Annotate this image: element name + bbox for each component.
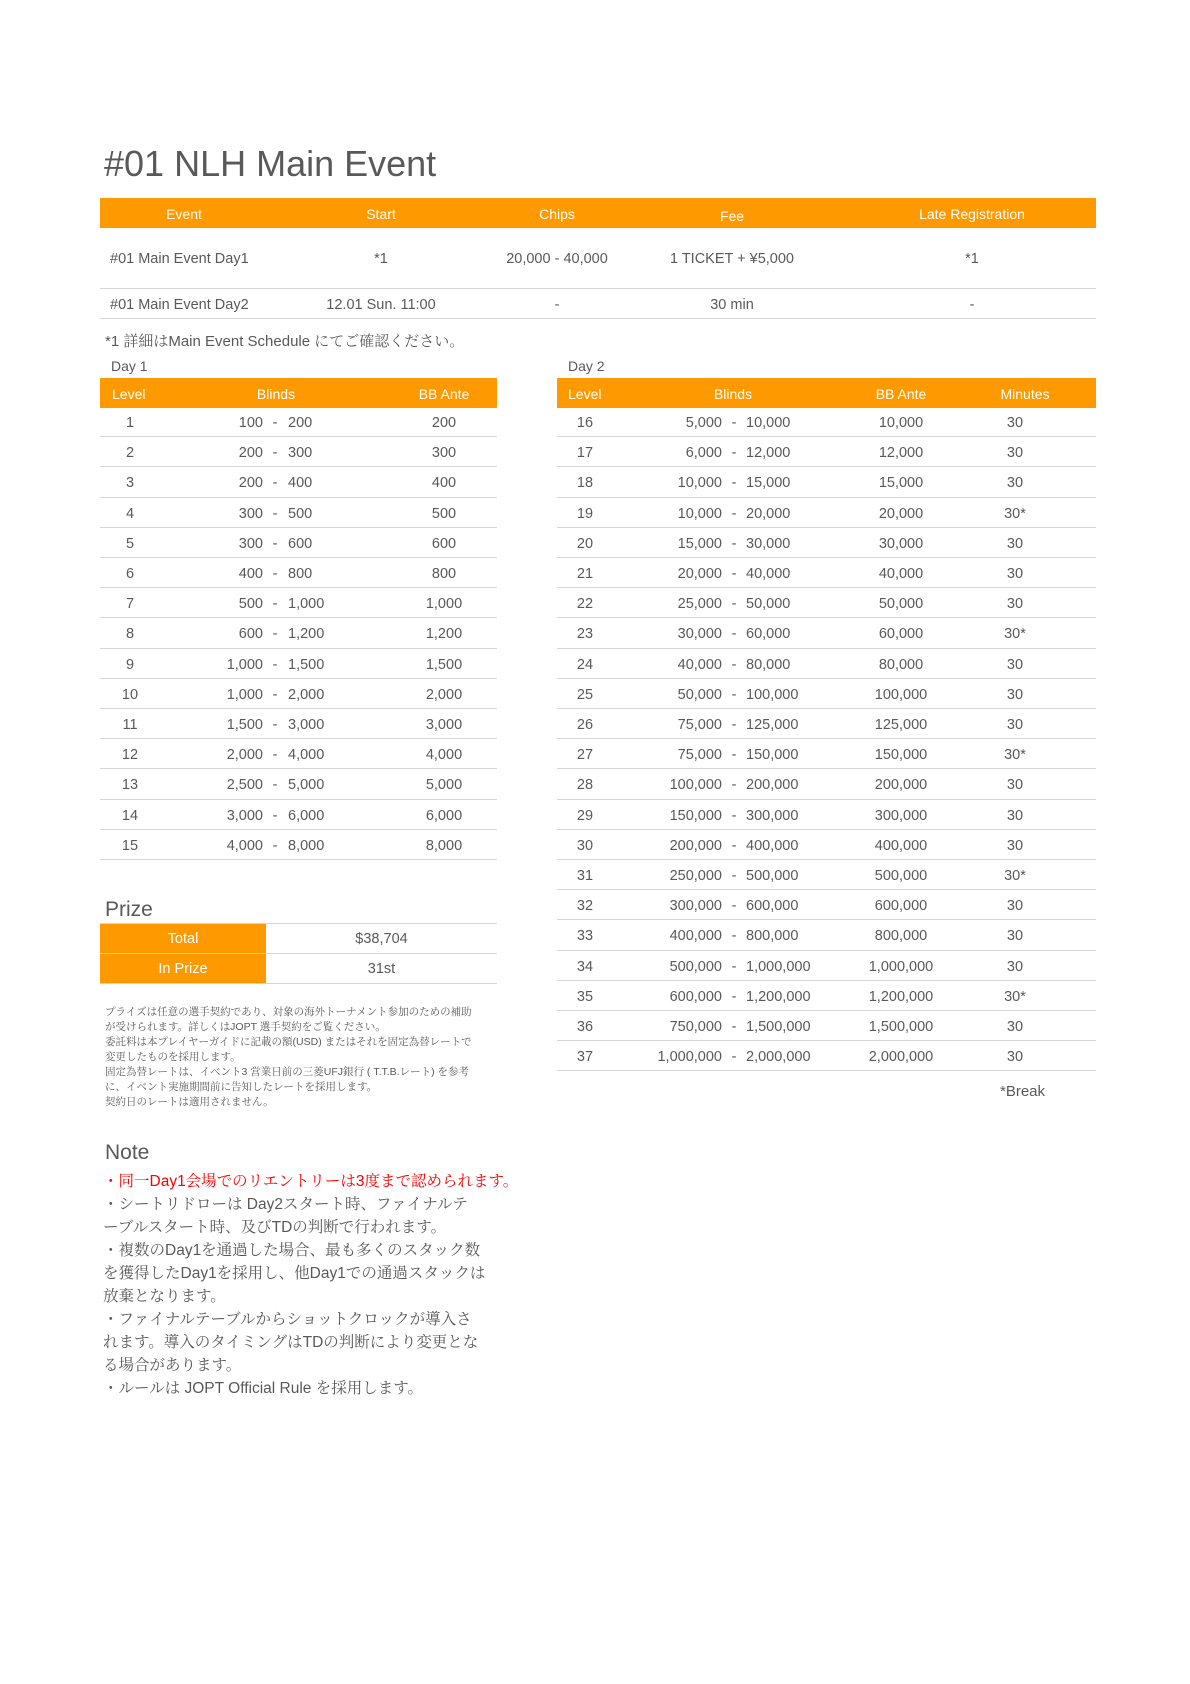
note-line: ・ファイナルテーブルからショットクロックが導入さ <box>103 1311 472 1328</box>
bb-ante-cell: 200,000 <box>874 777 928 794</box>
small-blind-cell: 600 <box>238 626 263 643</box>
level-cell: 32 <box>576 898 594 915</box>
small-blind-cell: 20,000 <box>677 566 722 582</box>
bb-ante-cell: 400,000 <box>874 837 928 854</box>
small-blind-cell: 200 <box>238 475 263 492</box>
minutes-cell: 30 <box>1006 717 1024 733</box>
minutes-cell: 30 <box>1006 777 1024 794</box>
day2-header-minutes: Minutes <box>1000 386 1050 402</box>
row-divider <box>557 829 1096 830</box>
level-cell: 9 <box>125 656 135 673</box>
level-cell: 18 <box>576 475 594 492</box>
page-title: #01 NLH Main Event <box>104 143 437 184</box>
big-blind-cell: 150,000 <box>746 747 799 764</box>
minutes-cell: 30 <box>1006 928 1024 945</box>
blinds-separator: - <box>272 777 278 794</box>
blinds-separator: - <box>731 596 737 613</box>
minutes-cell: 30 <box>1006 415 1024 431</box>
bb-ante-cell: 40,000 <box>878 566 924 582</box>
row-divider <box>557 1070 1096 1071</box>
disclaimer-line: に、イベント実施期間前に告知したレートを採用します。 <box>105 1081 378 1093</box>
bb-ante-cell: 1,200,000 <box>868 988 934 1005</box>
row-divider <box>557 466 1096 467</box>
small-blind-cell: 250,000 <box>669 868 722 884</box>
note-line: ・ルールは JOPT Official Rule を採用します。 <box>103 1380 423 1397</box>
big-blind-cell: 10,000 <box>746 415 791 431</box>
bb-ante-cell: 1,000,000 <box>868 958 934 975</box>
blinds-separator: - <box>731 656 737 673</box>
row-divider <box>100 983 497 984</box>
bb-ante-cell: 300,000 <box>874 807 928 824</box>
row-divider <box>557 889 1096 890</box>
small-blind-cell: 4,000 <box>226 837 263 854</box>
row-divider <box>557 980 1096 981</box>
blinds-separator: - <box>272 475 278 492</box>
bb-ante-cell: 1,500 <box>425 656 463 673</box>
day2-label: Day 2 <box>568 358 605 374</box>
row-divider <box>100 288 1096 289</box>
small-blind-cell: 2,000 <box>226 747 263 764</box>
bb-ante-cell: 1,500,000 <box>868 1019 934 1035</box>
bb-ante-cell: 60,000 <box>878 626 924 643</box>
level-cell: 17 <box>576 445 594 462</box>
bb-ante-cell: 3,000 <box>425 717 463 733</box>
level-cell: 29 <box>576 807 594 824</box>
row-divider <box>557 557 1096 558</box>
row-divider <box>100 497 497 498</box>
prize-heading: Prize <box>105 898 153 921</box>
break-note: *Break <box>1000 1083 1046 1100</box>
bb-ante-cell: 800,000 <box>874 928 928 945</box>
note-line: を獲得したDay1を採用し、他Day1での通過スタックは <box>103 1265 486 1282</box>
event-name-cell: #01 Main Event Day2 <box>110 297 249 313</box>
bb-ante-cell: 5,000 <box>425 777 463 794</box>
small-blind-cell: 150,000 <box>669 807 722 824</box>
day2-header-level: Level <box>568 386 602 402</box>
blinds-separator: - <box>731 717 737 733</box>
row-divider <box>100 648 497 649</box>
small-blind-cell: 200 <box>238 445 263 462</box>
small-blind-cell: 500,000 <box>669 958 722 975</box>
prize-label: In Prize <box>158 961 208 977</box>
blinds-separator: - <box>272 626 278 643</box>
blinds-separator: - <box>731 928 737 945</box>
bb-ante-cell: 80,000 <box>878 656 924 673</box>
blinds-separator: - <box>731 686 737 703</box>
level-cell: 15 <box>121 837 139 854</box>
blinds-separator: - <box>731 868 737 884</box>
level-cell: 21 <box>576 566 594 582</box>
big-blind-cell: 800 <box>288 566 313 582</box>
blinds-separator: - <box>731 505 737 522</box>
event-table-header-event: Event <box>166 206 202 222</box>
disclaimer-line: 委託料は本プレイヤーガイドに記載の額(USD) またはそれを固定為替レートで <box>105 1036 472 1048</box>
level-cell: 19 <box>576 505 594 522</box>
big-blind-cell: 60,000 <box>746 626 791 643</box>
bb-ante-cell: 20,000 <box>878 505 924 522</box>
small-blind-cell: 50,000 <box>677 686 722 703</box>
event-table-cell: - <box>969 297 975 313</box>
small-blind-cell: 15,000 <box>677 535 722 552</box>
blinds-separator: - <box>731 747 737 764</box>
level-cell: 23 <box>576 626 594 643</box>
blinds-separator: - <box>272 445 278 462</box>
big-blind-cell: 1,500,000 <box>746 1019 811 1035</box>
blinds-separator: - <box>272 415 278 431</box>
level-cell: 37 <box>576 1049 594 1066</box>
row-divider <box>100 318 1096 319</box>
big-blind-cell: 1,000 <box>288 596 325 613</box>
blinds-separator: - <box>731 415 737 431</box>
minutes-cell: 30 <box>1006 475 1024 492</box>
blinds-separator: - <box>272 807 278 824</box>
small-blind-cell: 100 <box>238 415 263 431</box>
minutes-cell: 30 <box>1006 958 1024 975</box>
bb-ante-cell: 2,000 <box>425 686 463 703</box>
prize-value: 31st <box>367 961 396 977</box>
big-blind-cell: 3,000 <box>288 717 325 733</box>
small-blind-cell: 2,500 <box>226 777 263 794</box>
big-blind-cell: 1,500 <box>288 656 325 673</box>
bb-ante-cell: 300 <box>431 445 457 462</box>
day1-label: Day 1 <box>111 358 148 374</box>
small-blind-cell: 400,000 <box>669 928 722 945</box>
small-blind-cell: 10,000 <box>677 505 722 522</box>
blinds-separator: - <box>731 898 737 915</box>
minutes-cell: 30 <box>1006 656 1024 673</box>
note-line: 放棄となります。 <box>103 1288 226 1305</box>
big-blind-cell: 80,000 <box>746 656 791 673</box>
bb-ante-cell: 8,000 <box>425 837 463 854</box>
minutes-cell: 30* <box>1004 626 1026 643</box>
small-blind-cell: 300,000 <box>669 898 722 915</box>
level-cell: 8 <box>125 626 135 643</box>
big-blind-cell: 200 <box>288 415 313 431</box>
level-cell: 16 <box>576 415 594 431</box>
minutes-cell: 30 <box>1006 1019 1024 1035</box>
bb-ante-cell: 600 <box>431 535 457 552</box>
blinds-separator: - <box>731 626 737 643</box>
row-divider <box>100 738 497 739</box>
bb-ante-cell: 6,000 <box>425 807 463 824</box>
row-divider <box>100 708 497 709</box>
bb-ante-cell: 4,000 <box>425 747 463 764</box>
note-line: ーブルスタート時、及びTDの判断で行われます。 <box>103 1219 447 1236</box>
big-blind-cell: 6,000 <box>288 807 325 824</box>
small-blind-cell: 500 <box>238 596 263 613</box>
big-blind-cell: 2,000,000 <box>746 1049 811 1066</box>
bb-ante-cell: 1,200 <box>425 626 463 643</box>
event-table-cell: 12.01 Sun. 11:00 <box>326 297 436 313</box>
event-footnote: *1 詳細はMain Event Schedule にてご確認ください。 <box>105 333 465 350</box>
big-blind-cell: 400 <box>288 475 313 492</box>
row-divider <box>100 557 497 558</box>
row-divider <box>557 436 1096 437</box>
blinds-separator: - <box>731 988 737 1005</box>
level-cell: 20 <box>576 535 594 552</box>
minutes-cell: 30 <box>1006 898 1024 915</box>
minutes-cell: 30 <box>1006 807 1024 824</box>
level-cell: 1 <box>125 415 135 431</box>
disclaimer-line: プライズは任意の選手契約であり、対象の海外トーナメント参加のための補助 <box>105 1006 472 1018</box>
small-blind-cell: 750,000 <box>669 1019 722 1035</box>
level-cell: 10 <box>121 686 139 703</box>
small-blind-cell: 600,000 <box>669 988 722 1005</box>
small-blind-cell: 400 <box>238 566 263 582</box>
big-blind-cell: 40,000 <box>746 566 791 582</box>
bb-ante-cell: 15,000 <box>878 475 924 492</box>
event-table-header-late-registration: Late Registration <box>919 206 1025 222</box>
small-blind-cell: 300 <box>238 535 263 552</box>
small-blind-cell: 300 <box>238 505 263 522</box>
big-blind-cell: 1,200,000 <box>746 988 811 1005</box>
small-blind-cell: 200,000 <box>669 837 722 854</box>
small-blind-cell: 75,000 <box>677 717 722 733</box>
level-cell: 7 <box>125 596 135 613</box>
prize-label: Total <box>167 931 199 947</box>
blinds-separator: - <box>272 686 278 703</box>
row-divider <box>100 587 497 588</box>
blinds-separator: - <box>731 475 737 492</box>
day2-header-bb-ante: BB Ante <box>875 386 927 402</box>
blinds-separator: - <box>731 1049 737 1066</box>
row-divider <box>100 678 497 679</box>
level-cell: 12 <box>121 747 139 764</box>
bb-ante-cell: 500,000 <box>874 868 928 884</box>
level-cell: 22 <box>576 596 594 613</box>
row-divider <box>557 648 1096 649</box>
blinds-separator: - <box>272 566 278 582</box>
blinds-separator: - <box>731 958 737 975</box>
big-blind-cell: 8,000 <box>288 837 325 854</box>
minutes-cell: 30 <box>1006 686 1024 703</box>
note-line: ・シートリドローは Day2スタート時、ファイナルテ <box>103 1196 468 1213</box>
row-divider <box>557 587 1096 588</box>
minutes-cell: 30 <box>1006 596 1024 613</box>
row-divider <box>557 1040 1096 1041</box>
level-cell: 35 <box>576 988 594 1005</box>
note-line-highlight: ・同一Day1会場でのリエントリーは3度まで認められます。 <box>103 1173 519 1190</box>
bb-ante-cell: 200 <box>431 415 457 431</box>
minutes-cell: 30* <box>1004 747 1026 764</box>
bb-ante-cell: 12,000 <box>878 445 924 462</box>
big-blind-cell: 125,000 <box>746 717 799 733</box>
day1-header-bb-ante: BB Ante <box>418 386 470 402</box>
level-cell: 25 <box>576 686 594 703</box>
big-blind-cell: 12,000 <box>746 445 791 462</box>
bb-ante-cell: 500 <box>431 505 457 522</box>
row-divider <box>557 919 1096 920</box>
blinds-separator: - <box>731 807 737 824</box>
row-divider <box>557 950 1096 951</box>
row-divider <box>557 527 1096 528</box>
bb-ante-cell: 400 <box>431 475 457 492</box>
big-blind-cell: 50,000 <box>746 596 791 613</box>
minutes-cell: 30 <box>1006 1049 1024 1066</box>
event-table-cell: 20,000 - 40,000 <box>506 251 608 267</box>
row-divider <box>557 768 1096 769</box>
row-divider <box>100 768 497 769</box>
blinds-separator: - <box>272 535 278 552</box>
big-blind-cell: 500 <box>288 505 313 522</box>
day1-header-level: Level <box>112 386 146 402</box>
row-divider <box>557 1010 1096 1011</box>
bb-ante-cell: 2,000,000 <box>868 1049 934 1066</box>
big-blind-cell: 300,000 <box>746 807 799 824</box>
event-name-cell: #01 Main Event Day1 <box>110 251 249 267</box>
blinds-separator: - <box>272 596 278 613</box>
level-cell: 14 <box>121 807 139 824</box>
minutes-cell: 30* <box>1004 505 1026 522</box>
level-cell: 13 <box>121 777 139 794</box>
level-cell: 34 <box>576 958 594 975</box>
big-blind-cell: 30,000 <box>746 535 791 552</box>
big-blind-cell: 5,000 <box>288 777 325 794</box>
big-blind-cell: 100,000 <box>746 686 799 703</box>
row-divider <box>557 738 1096 739</box>
level-cell: 3 <box>125 475 135 492</box>
disclaimer-line: 契約日のレートは適用されません。 <box>105 1096 274 1108</box>
big-blind-cell: 20,000 <box>746 505 791 522</box>
level-cell: 36 <box>576 1019 594 1035</box>
row-divider <box>557 708 1096 709</box>
small-blind-cell: 75,000 <box>677 747 722 764</box>
level-cell: 30 <box>576 837 594 854</box>
minutes-cell: 30 <box>1006 837 1024 854</box>
level-cell: 33 <box>576 928 594 945</box>
level-cell: 28 <box>576 777 594 794</box>
level-cell: 31 <box>576 868 594 884</box>
row-divider <box>557 859 1096 860</box>
small-blind-cell: 1,500 <box>226 717 263 733</box>
small-blind-cell: 25,000 <box>677 596 722 613</box>
bb-ante-cell: 30,000 <box>878 535 924 552</box>
big-blind-cell: 1,000,000 <box>746 958 811 975</box>
row-divider <box>557 497 1096 498</box>
bb-ante-cell: 100,000 <box>874 686 928 703</box>
row-divider <box>100 829 497 830</box>
small-blind-cell: 5,000 <box>685 415 722 431</box>
small-blind-cell: 40,000 <box>677 656 722 673</box>
note-line: る場合があります。 <box>103 1357 242 1374</box>
big-blind-cell: 15,000 <box>746 475 791 492</box>
event-table-cell: - <box>554 297 560 313</box>
bb-ante-cell: 150,000 <box>874 747 928 764</box>
blinds-separator: - <box>731 1019 737 1035</box>
row-divider <box>557 799 1096 800</box>
blinds-separator: - <box>731 445 737 462</box>
event-table-header-chips: Chips <box>539 206 575 222</box>
minutes-cell: 30* <box>1004 988 1026 1005</box>
big-blind-cell: 600 <box>288 535 313 552</box>
event-table-cell: *1 <box>374 251 388 267</box>
prize-value: $38,704 <box>355 931 408 947</box>
row-divider <box>100 436 497 437</box>
big-blind-cell: 200,000 <box>746 777 799 794</box>
big-blind-cell: 400,000 <box>746 837 799 854</box>
small-blind-cell: 1,000 <box>226 686 263 703</box>
level-cell: 26 <box>576 717 594 733</box>
level-cell: 2 <box>125 445 135 462</box>
bb-ante-cell: 800 <box>431 566 457 582</box>
big-blind-cell: 1,200 <box>288 626 325 643</box>
disclaimer-line: 固定為替レートは、イベント3 営業日前の三菱UFJ銀行 ( T.T.B.レート) を参考 <box>105 1066 470 1078</box>
big-blind-cell: 300 <box>288 445 313 462</box>
bb-ante-cell: 125,000 <box>874 717 928 733</box>
event-table-cell: 1 TICKET + ¥5,000 <box>669 251 794 267</box>
minutes-cell: 30 <box>1006 535 1024 552</box>
blinds-separator: - <box>731 566 737 582</box>
day2-header-blinds: Blinds <box>713 386 753 402</box>
disclaimer-line: が受けられます。詳しくはJOPT 選手契約をご覧ください。 <box>105 1021 386 1033</box>
small-blind-cell: 100,000 <box>669 777 722 794</box>
blinds-separator: - <box>272 656 278 673</box>
level-cell: 24 <box>576 656 594 673</box>
big-blind-cell: 600,000 <box>746 898 799 915</box>
small-blind-cell: 30,000 <box>677 626 722 643</box>
note-line: ・複数のDay1を通過した場合、最も多くのスタック数 <box>103 1242 481 1259</box>
minutes-cell: 30* <box>1004 868 1026 884</box>
small-blind-cell: 10,000 <box>677 475 722 492</box>
minutes-cell: 30 <box>1006 445 1024 462</box>
big-blind-cell: 2,000 <box>288 686 325 703</box>
blinds-separator: - <box>731 535 737 552</box>
event-table-header-fee: Fee <box>719 208 745 224</box>
blinds-separator: - <box>272 747 278 764</box>
bb-ante-cell: 50,000 <box>878 596 924 613</box>
row-divider <box>100 466 497 467</box>
row-divider <box>557 617 1096 618</box>
level-cell: 4 <box>125 505 135 522</box>
blinds-separator: - <box>272 717 278 733</box>
row-divider <box>100 799 497 800</box>
note-line: れます。導入のタイミングはTDの判断により変更とな <box>103 1334 479 1351</box>
row-divider <box>100 859 497 860</box>
blinds-separator: - <box>731 837 737 854</box>
big-blind-cell: 4,000 <box>288 747 325 764</box>
big-blind-cell: 800,000 <box>746 928 799 945</box>
big-blind-cell: 500,000 <box>746 868 799 884</box>
blinds-separator: - <box>272 505 278 522</box>
level-cell: 5 <box>125 535 135 552</box>
bb-ante-cell: 1,000 <box>425 596 463 613</box>
disclaimer-line: 変更したものを採用します。 <box>105 1051 241 1063</box>
small-blind-cell: 1,000 <box>226 656 263 673</box>
note-heading: Note <box>105 1141 150 1164</box>
row-divider <box>100 527 497 528</box>
event-table-cell: *1 <box>965 251 979 267</box>
row-divider <box>557 678 1096 679</box>
event-table-header-start: Start <box>366 206 396 222</box>
blinds-separator: - <box>731 777 737 794</box>
level-cell: 11 <box>122 717 138 733</box>
small-blind-cell: 3,000 <box>226 807 263 824</box>
blinds-separator: - <box>272 837 278 854</box>
bb-ante-cell: 600,000 <box>874 898 928 915</box>
level-cell: 6 <box>125 566 135 582</box>
bb-ante-cell: 10,000 <box>878 415 924 431</box>
small-blind-cell: 6,000 <box>685 445 722 462</box>
minutes-cell: 30 <box>1006 566 1024 582</box>
day1-header-blinds: Blinds <box>256 386 296 402</box>
row-divider <box>100 617 497 618</box>
small-blind-cell: 1,000,000 <box>657 1049 722 1066</box>
level-cell: 27 <box>576 747 594 764</box>
event-table-cell: 30 min <box>710 297 754 313</box>
